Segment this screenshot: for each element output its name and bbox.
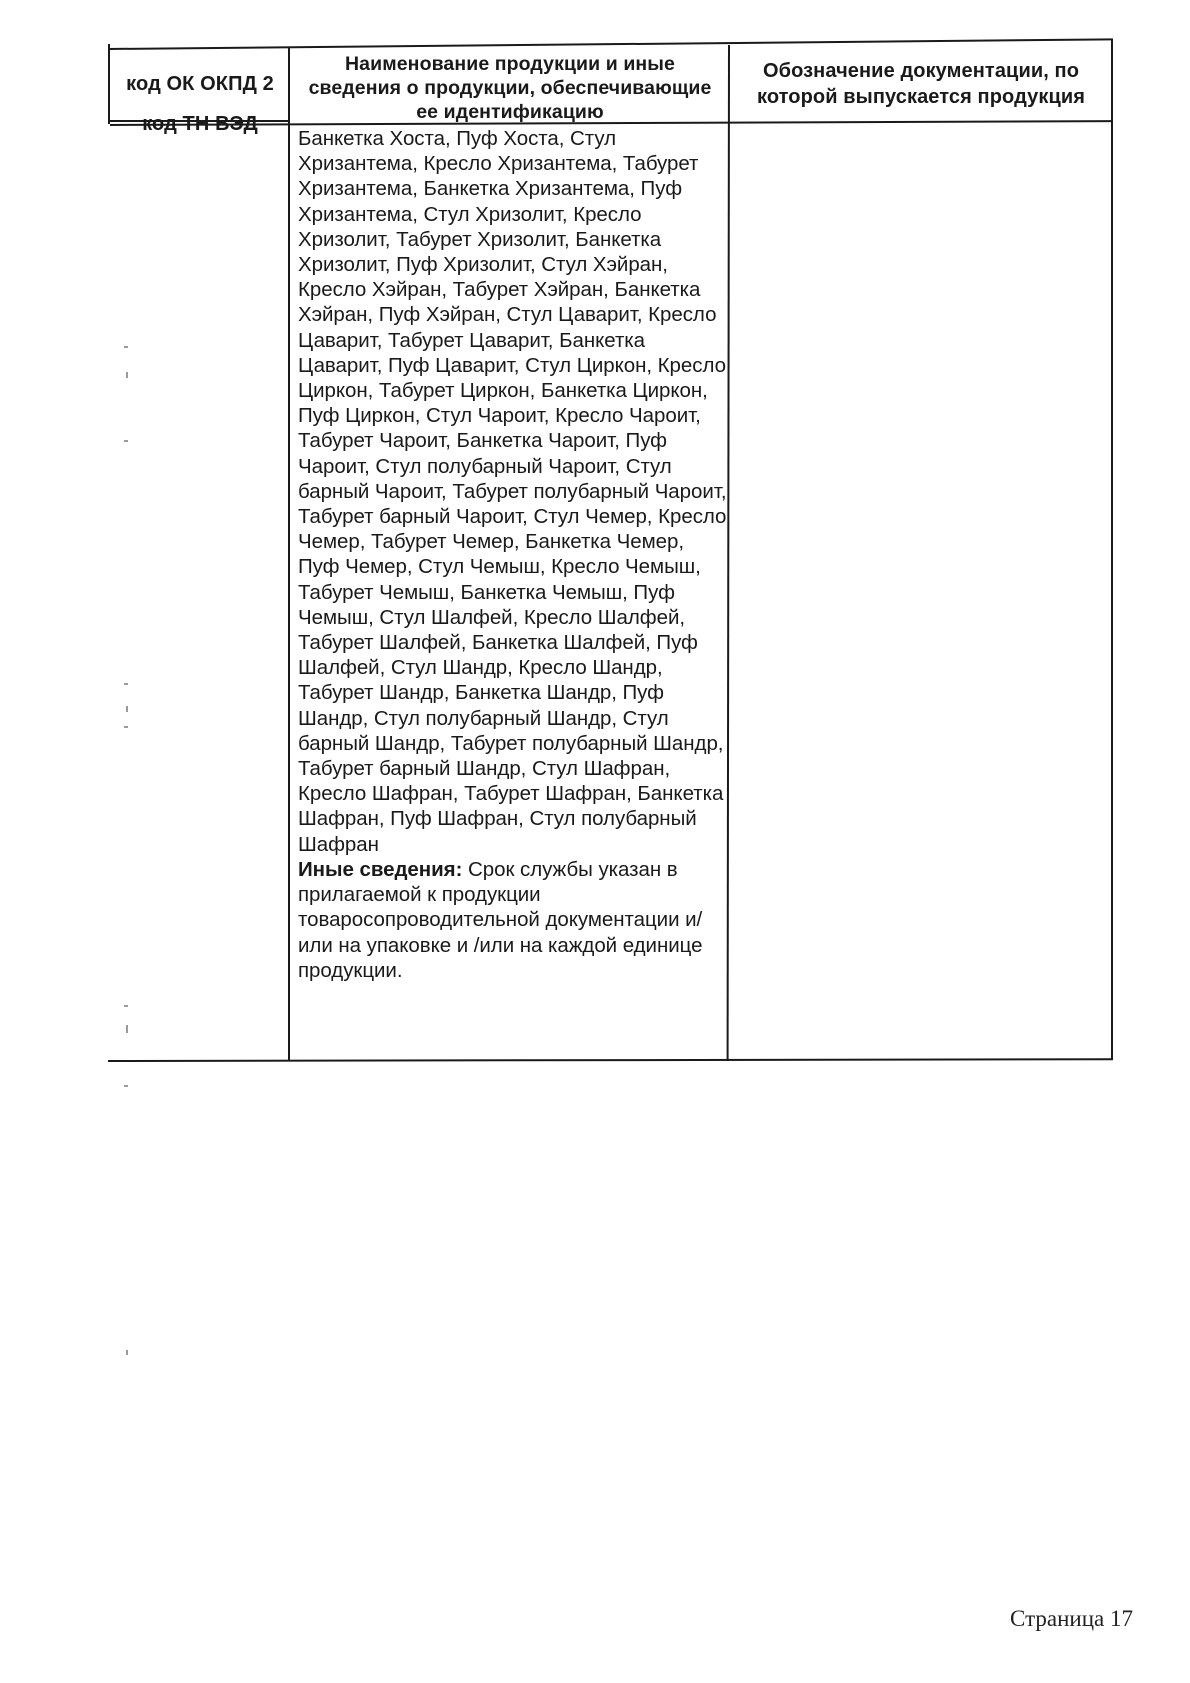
header-product-name: Наименование продукции и иные сведения о продукции, обеспечивающие ее идентификацию [308, 53, 712, 123]
product-list: Банкетка Хоста, Пуф Хоста, Стул Хризантема, Кресло Хризантема, Табурет Хризантема, Банкетка Хризантема, Пуф Хризантема, Стул Хризолит, Кресло Хризолит, Табурет Хризолит, Банкетка Хризолит, Пуф Хризолит, Стул Хэйран, Кресло Хэйран, Табурет Хэйран, Банкетка Хэйран, Пуф Хэйран, Стул Цаварит, Кресло Цаварит, Табурет Цаварит, Банкетка Цаварит, Пуф Цаварит, Стул Циркон, Кресло Циркон, Табурет Циркон, Банкетка Циркон, Пуф Циркон, Стул Чароит, Кресло Чароит, Табурет Чароит, Банкетка Чароит, Пуф Чароит, Стул полубарный Чароит, Стул барный Чароит, Табурет полубарный Чароит, Табурет барный Чароит, Стул Чемер, Кресло Чемер, Табурет Чемер, Банкетка Чемер, Пуф Чемер, Стул Чемыш, Кресло Чемыш, Табурет Чемыш, Банкетка Чемыш, Пуф Чемыш, Стул Шалфей, Кресло Шалфей, Табурет Шалфей, Банкетка Шалфей, Пуф Шалфей, Стул Шандр, Кресло Шандр, Табурет Шандр, Банкетка Шандр, Пуф Шандр, Стул полубарный Шандр, Стул барный Шандр, Табурет полубарный Шандр, Табурет барный Шандр, Стул Шафран, Кресло Шафран, Табурет Шафран, Банкетка Шафран, Пуф Шафран, Стул полубарный Шафран [298, 127, 727, 856]
certificate-table [108, 36, 1113, 1068]
header-okpd2-code: код ОК ОКПД 2 [126, 73, 274, 95]
other-info-text: Срок службы указан в прилагаемой к продукции товаросопроводительной документации и/или на упаковке и /или на каждой единице продукции. [298, 857, 703, 982]
cell-product-description [298, 126, 728, 983]
table-bottom-border [108, 1058, 1113, 1062]
col1-right-border [288, 47, 290, 1060]
other-info-label: Иные сведения: [298, 857, 463, 881]
col3-right-border [1111, 40, 1113, 1060]
page-number: Страница 17 [1010, 1606, 1133, 1631]
header-tnved-code: код ТН ВЭД [142, 113, 258, 135]
header-documentation: Обозначение документации, по которой выпускается продукция [756, 60, 1086, 108]
col1-left-border [108, 44, 110, 124]
table-top-border [108, 38, 1113, 50]
